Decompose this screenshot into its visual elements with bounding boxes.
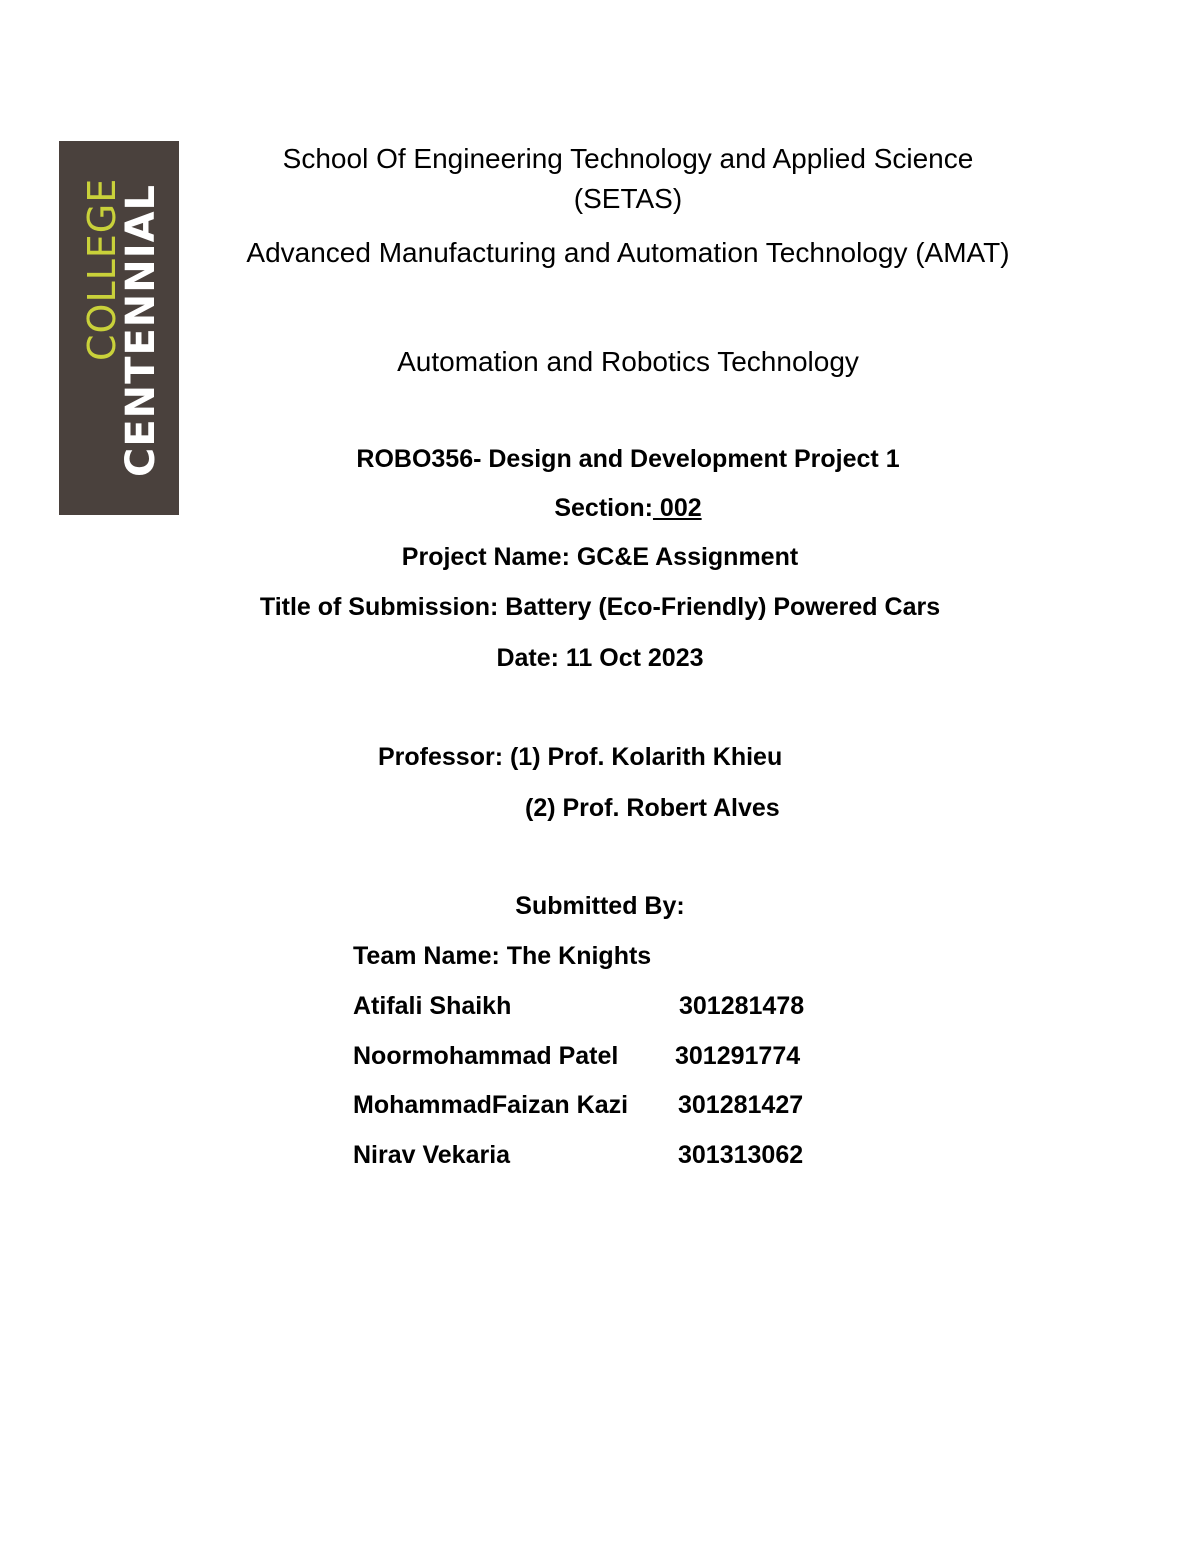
submitted-by-heading: Submitted By: xyxy=(515,892,685,920)
member-name: Nirav Vekaria xyxy=(353,1141,511,1169)
member-name: Noormohammad Patel xyxy=(353,1042,619,1070)
logo-centennial-text: CENTENNIAL xyxy=(118,183,164,477)
member-id: 301281427 xyxy=(678,1091,804,1119)
program-name: Automation and Robotics Technology xyxy=(397,346,859,377)
logo-text-group xyxy=(59,141,179,515)
college-logo xyxy=(59,141,179,515)
member-name: Atifali Shaikh xyxy=(353,992,512,1020)
member-name: MohammadFaizan Kazi xyxy=(353,1091,629,1119)
member-id: 301313062 xyxy=(678,1141,804,1169)
team-name: Team Name: The Knights xyxy=(353,942,652,970)
section-line xyxy=(200,496,1056,521)
project-name: Project Name: GC&E Assignment xyxy=(401,543,799,571)
member-id: 301291774 xyxy=(675,1042,801,1070)
school-abbreviation: (SETAS) xyxy=(573,183,683,214)
submission-date: Date: 11 Oct 2023 xyxy=(496,644,704,672)
professor-line-1: Professor: (1) Prof. Kolarith Khieu xyxy=(378,743,783,771)
professor-line-2: (2) Prof. Robert Alves xyxy=(525,794,780,822)
section-label: Section: xyxy=(554,494,653,522)
course-title: ROBO356- Design and Development Project 1 xyxy=(356,445,900,473)
department-name: Advanced Manufacturing and Automation Technology (AMAT) xyxy=(246,237,1010,268)
member-id: 301281478 xyxy=(679,992,805,1020)
submission-title: Title of Submission: Battery (Eco-Friendly) Powered Cars xyxy=(259,593,941,621)
school-name: School Of Engineering Technology and Applied Science xyxy=(282,143,974,174)
logo-college-text: COLLEGE xyxy=(80,177,124,361)
section-value: 002 xyxy=(652,494,702,522)
